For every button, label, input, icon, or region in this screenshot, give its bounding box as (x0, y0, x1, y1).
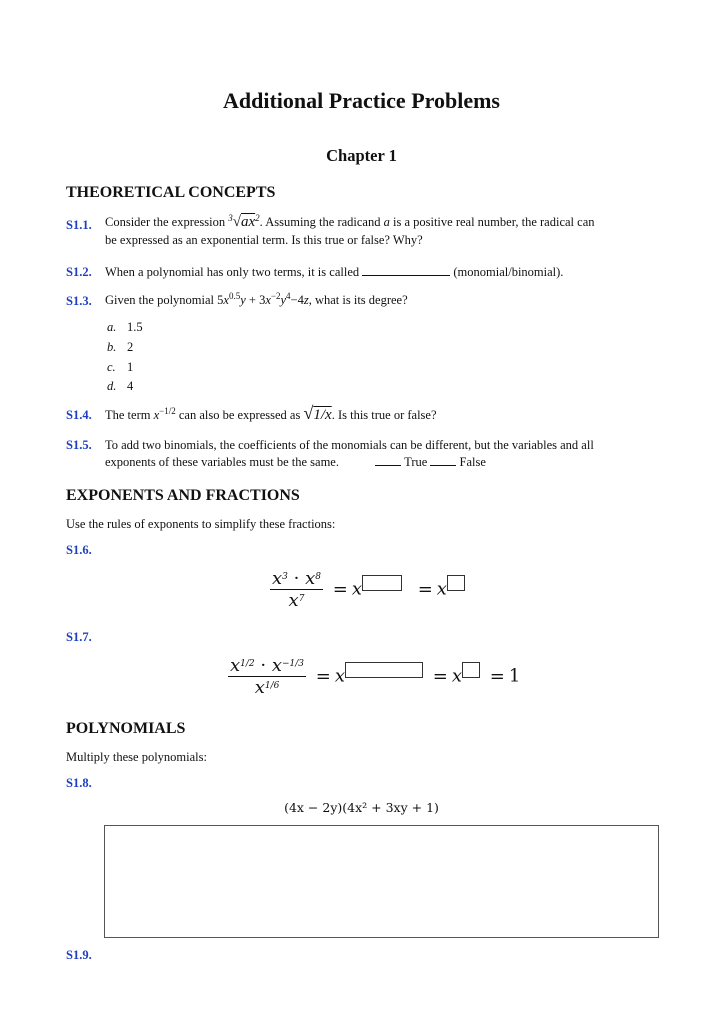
problem-number: S1.2. (66, 265, 92, 279)
problem-text: When a polynomial has only two terms, it is called (monomial/binomial). (105, 265, 564, 279)
problem-text: Consider the expression $^3√ax^2$. Assuming the radicand a is a positive real number, the radical can be expressed as an exponential term. Is this true or false? Why? (105, 213, 595, 247)
option-c[interactable]: c. 1 (107, 360, 134, 374)
problem-number: S1.9. (66, 948, 92, 962)
problem-number: S1.1. (66, 218, 92, 232)
option-d[interactable]: d. 4 (107, 379, 134, 393)
section-heading-theory: THEORETICAL CONCEPTS (66, 184, 276, 201)
problem-number: S1.5. (66, 438, 92, 452)
option-b[interactable]: b. 2 (107, 340, 134, 354)
false-blank[interactable] (430, 465, 456, 466)
square-root-expression: √1/x (303, 403, 332, 423)
option-a[interactable]: a. 1.5 (107, 320, 143, 334)
problem-text: Given the polynomial $5x^{0.5}y + 3x^{-2}y^4-4z$, what is its degree? (105, 291, 408, 307)
problem-number: S1.7. (66, 630, 92, 644)
fraction-s17: $\frac{x^{1/2} \cdot x^{-1/3}}{x^{1/6}}$ = x = x = 1 (230, 655, 521, 698)
answer-box[interactable] (447, 575, 465, 591)
section-intro: Use the rules of exponents to simplify these fractions: (66, 517, 336, 531)
answer-blank[interactable] (362, 275, 450, 276)
problem-number: S1.6. (66, 543, 92, 557)
problem-number: S1.8. (66, 776, 92, 790)
section-heading-exponents: EXPONENTS AND FRACTIONS (66, 487, 300, 504)
problem-text: To add two binomials, the coefficients of the monomials can be different, but the variables and all exponents of these variables must be the same. True False (105, 438, 594, 469)
answer-workspace[interactable] (104, 825, 659, 938)
section-heading-polynomials: POLYNOMIALS (66, 720, 186, 737)
answer-box[interactable] (462, 662, 480, 678)
answer-box[interactable] (345, 662, 423, 678)
problem-text: The term $x^{-1/2}$ can also be expressed as √1/x. Is this true or false? (105, 403, 437, 423)
polynomial-expression: (4x − 2y)(4x² + 3xy + 1) (284, 800, 439, 815)
problem-number: S1.4. (66, 408, 92, 422)
true-blank[interactable] (375, 465, 401, 466)
answer-box[interactable] (362, 575, 402, 591)
section-intro: Multiply these polynomials: (66, 750, 207, 764)
chapter-heading: Chapter 1 (326, 146, 397, 165)
page-title: Additional Practice Problems (223, 88, 500, 113)
fraction-s16: $\frac{x^3 \cdot x^8}{x^7}$ = x = x (270, 568, 465, 611)
cube-root-expression: $^3√ax^2$ (228, 213, 260, 230)
problem-number: S1.3. (66, 294, 92, 308)
